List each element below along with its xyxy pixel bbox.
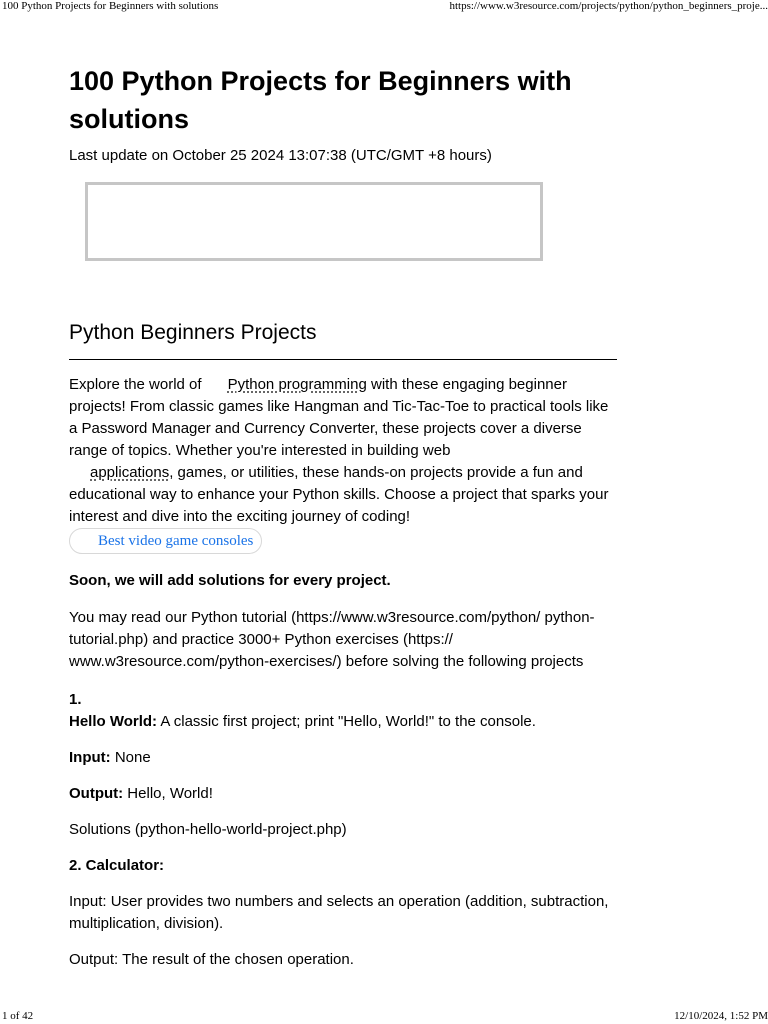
print-datetime: 12/10/2024, 1:52 PM [674,1010,768,1022]
project-1-input-label: Input: [69,749,111,766]
project-1-output-label: Output: [69,785,124,802]
intro-text-3: , games, or utilities, these hands-on projects provide a fun and educational way to enhance your Python skills. Choose a project that sparks your interest and dive into the exciting journey of coding! [69,464,609,525]
project-1-input-value: None [110,749,151,766]
project-1-title: Hello World: [69,713,158,730]
print-page-url: https://www.w3resource.com/projects/python/python_beginners_proje... [449,0,768,12]
project-1-input [69,747,617,769]
last-update-text: Last update on October 25 2024 13:07:38 (UTC/GMT +8 hours) [69,147,492,164]
project-1-output-value: Hello, World! [123,785,213,802]
project-1-number: 1. [69,691,82,708]
intro-text-1: Explore the world of [69,376,202,393]
print-page-title: 100 Python Projects for Beginners with solutions [2,0,219,12]
tutorial-note: You may read our Python tutorial (https://www.w3resource.com/python/ python-tutorial.php) and practice 3000+ Python exercises (https:// www.w3resource.com/python-exercises/) before solving the following projects [69,609,595,670]
project-1-desc-text: A classic first project; print "Hello, World!" to the console. [157,713,536,730]
article-content [69,62,617,971]
project-1-description [69,711,617,733]
ad-link-pill[interactable]: Best video game consoles [69,528,262,554]
page-title: 100 Python Projects for Beginners with solutions [69,66,572,134]
section-heading: Python Beginners Projects [69,318,617,360]
intro-text-2: with these engaging beginner projects! From classic games like Hangman and Tic-Tac-Toe to practical tools like a Password Manager and Currency Converter, these projects cover a diverse range of topics. Whether you're interested in building web [69,376,609,459]
page-counter: 1 of 42 [2,1010,34,1022]
project-2-heading: 2. Calculator: [69,857,165,874]
project-1-solutions-link[interactable]: Solutions (python-hello-world-project.php) [69,821,347,838]
solutions-note: Soon, we will add solutions for every project. [69,572,391,589]
applications-link[interactable]: applications [90,464,170,481]
ad-placeholder-box [85,182,543,261]
project-2-output: Output: The result of the chosen operation. [69,951,354,968]
python-programming-link[interactable]: Python programming [227,376,367,393]
project-1-output [69,783,617,805]
project-2-input: Input: User provides two numbers and selects an operation (addition, subtraction, multiplication, division). [69,893,609,932]
print-footer [0,1010,768,1024]
intro-paragraph [69,374,617,528]
print-header [0,0,768,16]
